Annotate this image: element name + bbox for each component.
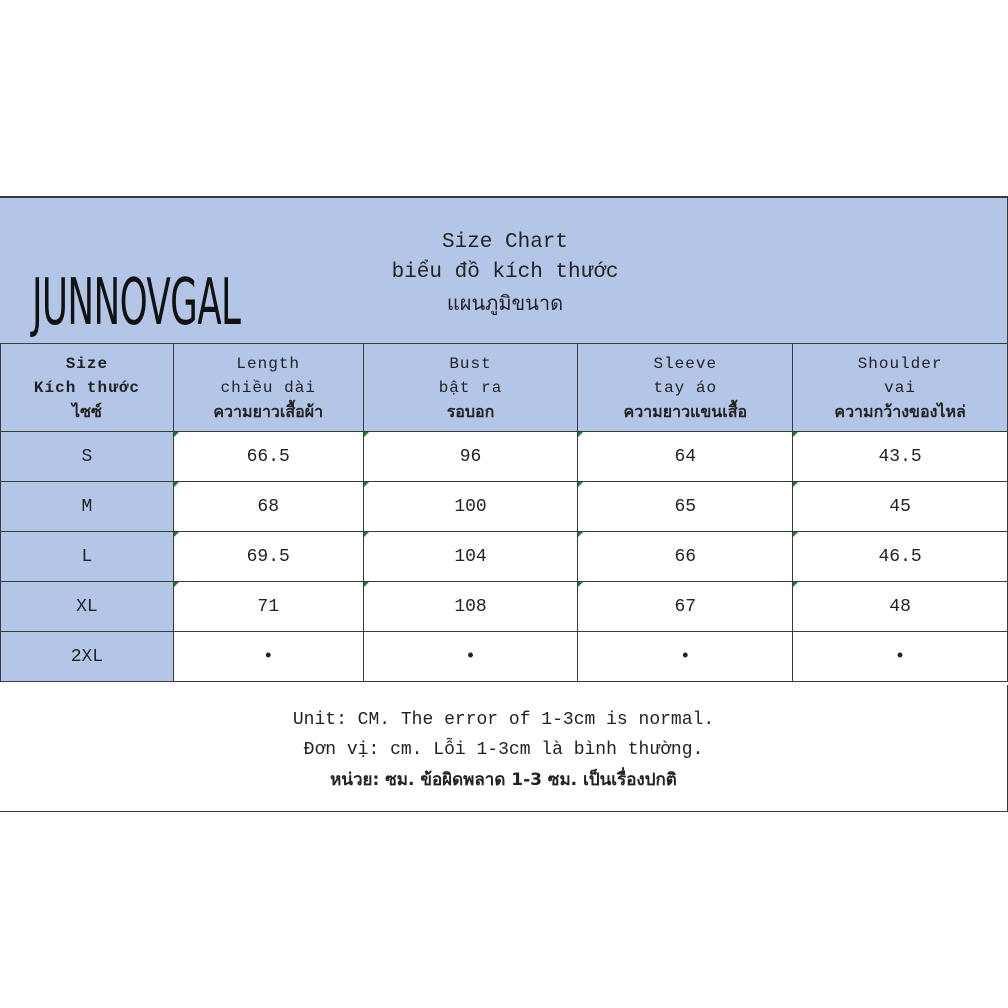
corner-marker [578,582,583,587]
cell-value: 104 [454,546,487,567]
size-chart [0,196,1008,812]
column-header-bust [363,344,578,432]
cell-value: 45 [889,496,911,517]
corner-marker [578,482,583,487]
table-row [1,532,1008,582]
table-row [1,632,1008,682]
value-cell [578,632,793,682]
column-header-shoulder [793,344,1008,432]
cell-value: 69.5 [246,546,290,567]
column-header-vi: bật ra [438,378,503,397]
value-cell [173,482,363,532]
value-cell [578,532,793,582]
size-label-cell: L [1,532,174,582]
value-cell [173,582,363,632]
title-th: แผนภูมิขนาด [446,291,564,315]
corner-marker [578,432,583,437]
value-cell [173,432,363,482]
value-cell [363,482,578,532]
size-label-cell: XL [1,582,174,632]
column-header-vi: Kích thước [33,378,140,397]
column-header-th: ความยาวเสื้อผ้า [213,401,324,421]
column-header-vi: chiều dài [220,378,316,397]
cell-value: • [894,646,906,667]
title-vi: biểu đồ kích thước [391,261,619,284]
cell-value: 108 [454,596,487,617]
value-cell [363,532,578,582]
footer-vi: Đơn vị: cm. Lỗi 1-3cm là bình thường. [303,740,704,760]
value-cell [793,482,1008,532]
column-header-th: ความยาวแขนเสื้อ [623,401,748,421]
cell-value: 68 [257,496,280,517]
corner-marker [364,532,369,537]
corner-marker [793,532,798,537]
cell-value: 67 [674,596,697,617]
corner-marker [174,482,179,487]
corner-marker [793,482,798,487]
column-header-size [1,344,174,432]
footer-th: หน่วย: ซม. ข้อผิดพลาด 1-3 ซม. เป็นเรื่องปกติ [330,770,677,790]
corner-marker [174,582,179,587]
corner-marker [364,432,369,437]
corner-marker [793,432,798,437]
column-header-en: Bust [449,354,492,373]
corner-marker [174,432,179,437]
cell-value: 66 [674,546,697,567]
value-cell [578,582,793,632]
cell-value: • [679,646,691,667]
value-cell [173,532,363,582]
cell-value: 64 [674,446,697,467]
column-header-vi: vai [884,378,916,397]
value-cell [793,632,1008,682]
column-header-en: Size [65,354,109,373]
column-header-th: รอบอก [446,401,495,421]
title-en: Size Chart [441,231,569,254]
size-table [0,343,1008,682]
column-header-vi: tay áo [653,378,718,397]
corner-marker [793,582,798,587]
size-label-cell: S [1,432,174,482]
value-cell [363,582,578,632]
value-cell [578,432,793,482]
column-header-en: Length [236,354,301,373]
corner-marker [174,532,179,537]
cell-value: 43.5 [878,446,922,467]
corner-marker [364,482,369,487]
chart-footer-note [0,685,1008,812]
value-cell [793,432,1008,482]
table-header-row [1,344,1008,432]
chart-title [300,228,710,318]
chart-header [0,196,1008,343]
column-header-sleeve [578,344,793,432]
cell-value: 71 [257,596,280,617]
cell-value: 46.5 [878,546,922,567]
column-header-th: ไซซ์ [72,401,102,421]
cell-value: 48 [889,596,911,617]
size-label-cell: M [1,482,174,532]
column-header-en: Shoulder [857,354,943,373]
column-header-length [173,344,363,432]
value-cell [578,482,793,532]
corner-marker [364,582,369,587]
value-cell [793,582,1008,632]
value-cell [363,432,578,482]
column-header-en: Sleeve [653,354,718,373]
cell-value: • [465,646,476,667]
column-header-th: ความกว้างของไหล่ [834,401,966,421]
cell-value: 100 [454,496,487,517]
table-row [1,582,1008,632]
footer-en: Unit: CM. The error of 1-3cm is normal. [292,710,715,730]
corner-marker [578,532,583,537]
table-row [1,482,1008,532]
size-label-cell: 2XL [1,632,174,682]
value-cell [793,532,1008,582]
table-row [1,432,1008,482]
value-cell [363,632,578,682]
value-cell [173,632,363,682]
brand-logo: JUNNOVGAL [32,266,241,340]
cell-value: 65 [674,496,697,517]
cell-value: • [262,646,274,667]
cell-value: 96 [459,446,482,467]
cell-value: 66.5 [246,446,290,467]
